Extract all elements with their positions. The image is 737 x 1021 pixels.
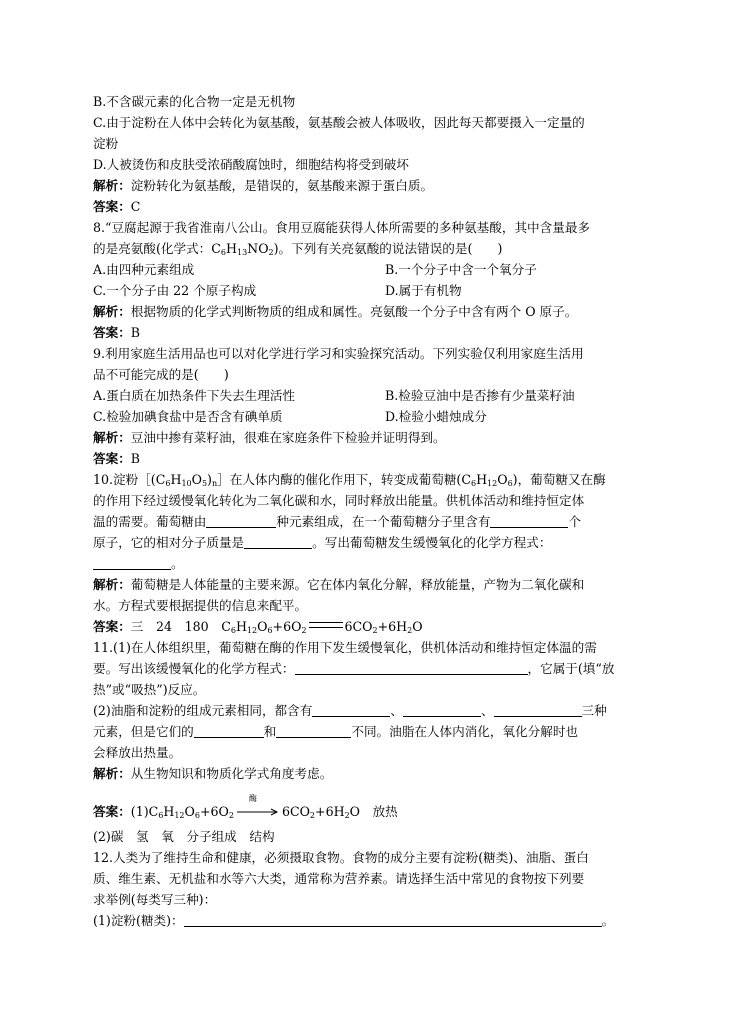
- q10-stem: [93, 469, 653, 490]
- text-segment: 品不可能完成的是( ): [93, 367, 229, 382]
- text-segment: (1)淀粉(糖类)：: [93, 913, 184, 928]
- text-segment: 12: [174, 811, 185, 820]
- text-segment: +6H: [377, 619, 408, 634]
- q10-stem-4: [93, 532, 653, 553]
- q11-analysis: [93, 763, 653, 784]
- text-segment: C: [130, 199, 141, 214]
- text-segment: 13: [236, 248, 248, 257]
- text-segment: H: [226, 241, 237, 256]
- text-segment: 种元素组成，在一个葡萄糖分子里含有: [276, 514, 491, 529]
- text-segment: +6O: [272, 619, 302, 634]
- answer-label: 答案：: [93, 199, 131, 214]
- text-segment: B.检验豆油中是否掺有少量菜籽油: [385, 388, 575, 403]
- q11-stem: [93, 637, 653, 658]
- text-segment: 水。方程式要根据提供的信息来配平。: [93, 598, 308, 613]
- text-segment: 6CO: [344, 619, 373, 634]
- answer-blank[interactable]: [244, 534, 312, 549]
- q9-stem-cont: [93, 364, 653, 385]
- text-segment: ): [207, 472, 212, 487]
- text-segment: 6: [220, 248, 226, 257]
- option-c: [93, 112, 653, 133]
- q9-analysis: [93, 427, 653, 448]
- option-b: [93, 91, 653, 112]
- q12-stem: [93, 847, 653, 868]
- text-segment: 12.人类为了维持生命和健康，必须摄取食物。食物的成分主要有淀粉(糖类)、油脂、蛋白: [93, 850, 589, 865]
- text-segment: O: [257, 619, 268, 634]
- text-segment: 8.“豆腐起源于我省淮南八公山。食用豆腐能获得人体所需要的多种氨基酸，其中含量最多: [93, 220, 591, 235]
- q7-answer: [93, 196, 653, 217]
- text-segment: 三 24 180 C: [130, 619, 231, 634]
- text-segment: 。: [171, 556, 184, 571]
- text-segment: 会释放出热量。: [93, 745, 182, 760]
- text-segment: )。下列有关亮氨酸的说法错误的是( ): [273, 241, 503, 256]
- option-c-cont: [93, 133, 653, 154]
- q7-analysis: [93, 175, 653, 196]
- q9-options-cd: [93, 406, 653, 427]
- text-segment: (2)碳 氢 氧 分子组成 结构: [93, 829, 275, 844]
- answer-blank[interactable]: [490, 513, 568, 528]
- text-segment: 葡萄糖是人体能量的主要来源。它在体内氧化分解，释放能量，产物为二氧化碳和: [130, 577, 585, 592]
- text-segment: H: [235, 619, 247, 634]
- text-segment: 从生物知识和物质化学式角度考虑。: [130, 766, 333, 781]
- q10-analysis: [93, 574, 653, 595]
- text-segment: 2: [268, 248, 274, 257]
- q11-stem-4: [93, 700, 653, 721]
- answer-blank[interactable]: [184, 912, 602, 927]
- q10-analysis-cont: [93, 595, 653, 616]
- text-segment: 要。写出该缓慢氧化的化学方程式：: [93, 661, 295, 676]
- q10-answer: [93, 616, 653, 637]
- text-segment: 12: [487, 479, 498, 488]
- q8-stem: [93, 217, 653, 238]
- text-segment: 求举例(每类写三种)：: [93, 892, 217, 907]
- answer-blank[interactable]: [93, 555, 171, 570]
- text-segment: B: [130, 451, 141, 466]
- q12-item-1: [93, 910, 653, 931]
- text-segment: 根据物质的化学式判断物质的组成和属性。亮氨酸一个分子中含有两个 O 原子。: [130, 304, 578, 319]
- option-d: [93, 154, 653, 175]
- text-segment: 淀粉转化为氨基酸，是错误的，氨基酸来源于蛋白质。: [130, 178, 434, 193]
- text-segment: +6H: [315, 804, 345, 819]
- text-segment: 6: [158, 811, 164, 820]
- q10-stem-3: [93, 511, 653, 532]
- text-segment: 解析：: [93, 430, 131, 445]
- text-segment: 答案：: [93, 451, 131, 466]
- text-segment: 解析：: [93, 577, 131, 592]
- text-segment: 热”或“吸热”)反应。: [93, 682, 206, 697]
- spacer: [93, 784, 653, 801]
- text-segment: A.由四种元素组成: [93, 262, 195, 277]
- text-segment: 和: [263, 724, 277, 739]
- q11-stem-5: [93, 721, 653, 742]
- text-segment: 6: [267, 626, 273, 635]
- text-segment: 的是亮氨酸(化学式：C: [93, 241, 221, 256]
- q11-answer: [93, 794, 653, 822]
- text-segment: ，它属于(填“放: [527, 661, 615, 676]
- text-segment: O: [191, 472, 202, 487]
- text-segment: O 放热: [349, 804, 398, 819]
- text-segment: 2: [228, 811, 234, 820]
- text-segment: D.人被烫伤和皮肤受浓硝酸腐蚀时，细胞结构将受到破坏: [93, 157, 409, 172]
- q8-answer: [93, 322, 653, 343]
- text-segment: 、: [480, 703, 494, 718]
- q8-options-cd: [93, 280, 653, 301]
- text-segment: 2: [301, 626, 307, 635]
- text-segment: 10.淀粉［(C: [93, 472, 166, 487]
- q8-analysis: [93, 301, 653, 322]
- text-segment: ］在人体内酶的催化作用下，转变成葡萄糖(C: [217, 472, 471, 487]
- text-segment: 6: [230, 626, 236, 635]
- text-segment: 原子，它的相对分子质量是: [93, 535, 245, 550]
- answer-blank[interactable]: [312, 702, 390, 717]
- text-segment: (2)油脂和淀粉的组成元素相同，都含有: [93, 703, 313, 718]
- text-segment: 6: [470, 479, 477, 488]
- text-segment: B.不含碳元素的化合物一定是无机物: [93, 94, 296, 109]
- text-segment: 酶: [248, 794, 257, 803]
- text-segment: 6: [194, 811, 200, 820]
- text-segment: C.由于淀粉在人体中会转化为氨基酸，氨基酸会被人体吸收，因此每天都要摄入一定量的: [93, 115, 585, 130]
- text-segment: )，葡萄糖又在酶: [512, 472, 606, 487]
- text-segment: H: [170, 472, 182, 487]
- text-segment: O: [184, 804, 195, 819]
- text-segment: 质、维生素、无机盐和水等六大类，通常称为营养素。请选择生活中常见的食物按下列要: [93, 871, 585, 886]
- text-segment: B: [130, 325, 141, 340]
- text-segment: B.一个分子中含一个氧分子: [385, 262, 537, 277]
- document-page: [93, 91, 653, 931]
- text-segment: 。: [601, 913, 615, 928]
- text-segment: 6CO: [281, 804, 310, 819]
- text-segment: 的作用下经过缓慢氧化转化为二氧化碳和水，同时释放出能量。供机体活动和维持恒定体: [93, 493, 585, 508]
- text-segment: 答案：: [93, 804, 131, 819]
- text-segment: 元素，但是它们的: [93, 724, 194, 739]
- text-segment: 5: [201, 479, 208, 488]
- q11-stem-3: [93, 679, 653, 700]
- text-segment: 11.(1)在人体组织里，葡萄糖在酶的作用下发生缓慢氧化，供机体活动和维持恒定体温的需: [93, 640, 597, 655]
- text-segment: 9.利用家庭生活用品也可以对化学进行学习和实验探究活动。下列实验仅利用家庭生活用: [93, 346, 584, 361]
- answer-blank[interactable]: [206, 513, 276, 528]
- text-segment: C.一个分子由 22 个原子构成: [93, 283, 257, 298]
- q10-stem-5: [93, 553, 653, 574]
- answer-blank[interactable]: [276, 723, 351, 738]
- text-segment: 不同。油脂在人体内消化，氧化分解时也: [351, 724, 579, 739]
- answer-blank[interactable]: [194, 723, 264, 738]
- text-segment: (1)C: [130, 804, 159, 819]
- q9-answer: [93, 448, 653, 469]
- text-segment: A.蛋白质在加热条件下失去生理活性: [93, 388, 296, 403]
- text-segment: 2: [372, 626, 378, 635]
- text-segment: 解析：: [93, 304, 131, 319]
- equals-sign: [309, 622, 343, 628]
- text-segment: 2: [309, 811, 316, 820]
- text-segment: +6O: [199, 804, 229, 819]
- text-segment: 2: [344, 811, 350, 820]
- reaction-arrow-icon: [236, 794, 280, 818]
- answer-blank[interactable]: [494, 702, 582, 717]
- text-segment: 个: [568, 514, 582, 529]
- text-segment: 淀粉: [93, 136, 119, 151]
- text-segment: 三种: [581, 703, 607, 718]
- text-segment: 解析：: [93, 766, 131, 781]
- q8-options-ab: [93, 259, 653, 280]
- q8-stem-cont: [93, 238, 653, 259]
- text-segment: 6: [507, 479, 513, 488]
- q12-stem-3: [93, 889, 653, 910]
- text-segment: n: [211, 479, 218, 488]
- q10-stem-2: [93, 490, 653, 511]
- text-segment: 12: [246, 626, 258, 635]
- text-segment: 10: [181, 479, 192, 488]
- q9-stem: [93, 343, 653, 364]
- text-segment: D.属于有机物: [385, 283, 462, 298]
- text-segment: 2: [407, 626, 413, 635]
- q11-stem-2: [93, 658, 653, 679]
- text-segment: H: [476, 472, 488, 487]
- analysis-label: 解析：: [93, 178, 131, 193]
- text-segment: O: [497, 472, 508, 487]
- text-segment: 答案：: [93, 619, 131, 634]
- q11-answer-2: [93, 826, 653, 847]
- q9-options-ab: [93, 385, 653, 406]
- text-segment: 、: [390, 703, 403, 718]
- text-segment: 温的需要。葡萄糖由: [93, 514, 207, 529]
- text-segment: 。写出葡萄糖发生缓慢氧化的化学方程式：: [312, 535, 552, 550]
- text-segment: O: [412, 619, 423, 634]
- text-segment: 豆油中掺有菜籽油，很难在家庭条件下检验并证明得到。: [130, 430, 446, 445]
- text-segment: D.检验小蜡烛成分: [385, 409, 487, 424]
- q12-stem-2: [93, 868, 653, 889]
- text-segment: 答案：: [93, 325, 131, 340]
- text-segment: 6: [165, 479, 171, 488]
- answer-blank[interactable]: [295, 660, 528, 675]
- q11-stem-6: [93, 742, 653, 763]
- answer-blank[interactable]: [403, 702, 481, 717]
- text-segment: NO: [247, 241, 269, 256]
- text-segment: H: [163, 804, 175, 819]
- text-segment: C.检验加碘食盐中是否含有碘单质: [93, 409, 283, 424]
